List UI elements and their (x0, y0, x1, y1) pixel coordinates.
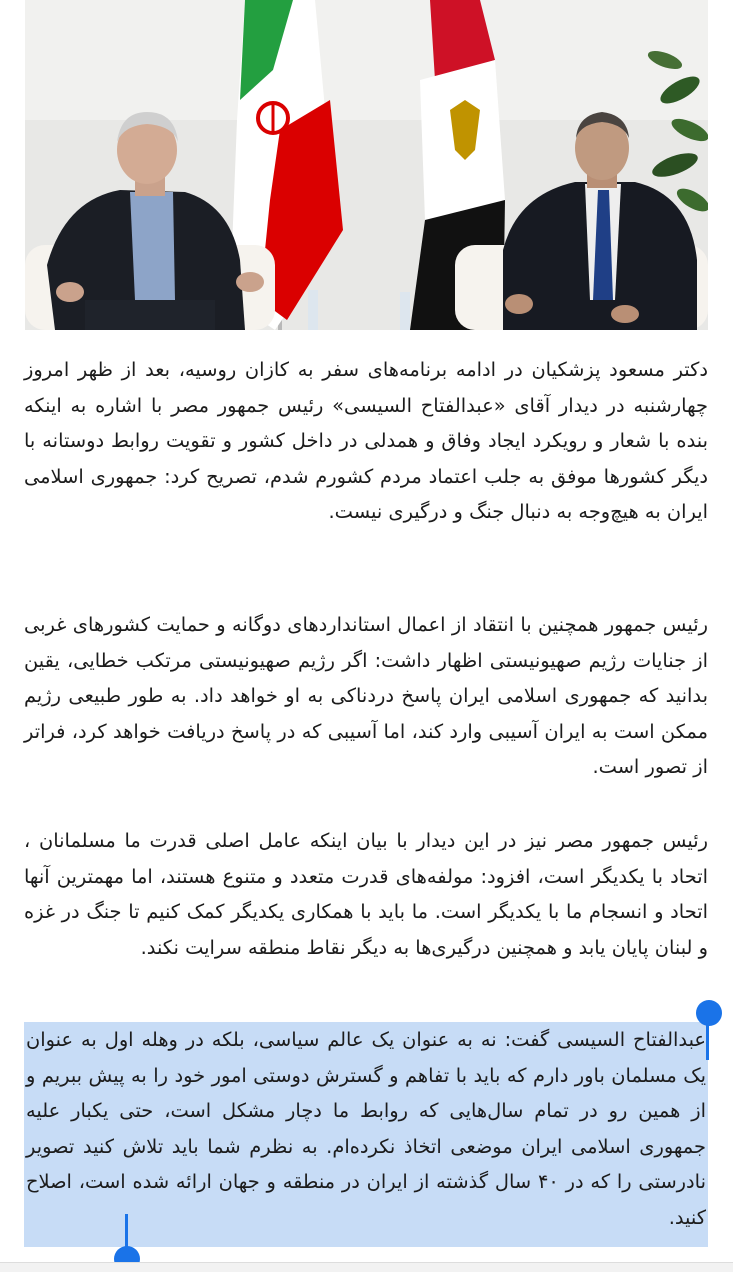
paragraph-1: دکتر مسعود پزشکیان در ادامه برنامه‌های سفر به کازان روسیه، بعد از ظهر امروز چهارشنبه در دیدار آقای «عبدالفتاح السیسی» رئیس جمهور مصر با اشاره به اینکه بنده با شعار و رویکرد ایجاد وفاق و همدلی در داخل کشور و تقویت روابط دوستانه با دیگر کشورها موفق به جلب اعتماد مردم کشورم شدم، تصریح کرد: جمهوری اسلامی ایران به هیچ‌وجه به دنبال جنگ و درگیری نیست. (24, 358, 708, 523)
paragraph-3: رئیس جمهور مصر نیز در این دیدار با بیان اینکه عامل اصلی قدرت ما مسلمانان ، اتحاد با یکدیگر است، افزود: مولفه‌های قدرت متعدد و متنوع هستند، اما مهمترین آنها اتحاد و انسجام ما با یکدیگر است. ما باید با همکاری یکدیگر کمک کنیم تا جنگ در غزه و لبنان پایان یابد و همچنین درگیری‌ها به دیگر نقاط منطقه سرایت نکند. (24, 829, 708, 959)
paragraph-2: رئیس جمهور همچنین با انتقاد از اعمال استانداردهای دوگانه و حمایت کشورهای غربی از جنایات رژیم صهیونیستی اظهار داشت: اگر رژیم صهیونیستی مرتکب خطایی، یقین بدانید که جمهوری اسلامی ایران پاسخ دردناکی به او خواهد داد. به طور طبیعی رژیم ممکن است به ایران آسیبی وارد کند، اما آسیبی که در پاسخ دریافت خواهد کرد، فراتر از تصور است. (24, 613, 708, 778)
selection-start-handle[interactable] (696, 1000, 722, 1026)
meeting-photo-illustration (25, 0, 708, 330)
selection-end-handle-bar[interactable] (125, 1214, 128, 1248)
paragraph-4-selected[interactable]: عبدالفتاح السیسی گفت: نه به عنوان یک عالم سیاسی، بلکه در وهله اول به عنوان یک مسلمان باور دارم که باید با تفاهم و گسترش دوستی امور خود را به پیش ببریم و از همین رو در تمام سال‌هایی که روابط ما دچار مشکل است، حتی یکبار علیه جمهوری اسلامی ایران موضعی اتخاذ نکرده‌ام. به نظرم شما باید تلاش کنید تصویر نادرستی را که در ۴۰ سال گذشته از ایران در منطقه و جهان ارائه شده است، اصلاح کنید. (26, 1028, 706, 1229)
meeting-photo (25, 0, 708, 330)
